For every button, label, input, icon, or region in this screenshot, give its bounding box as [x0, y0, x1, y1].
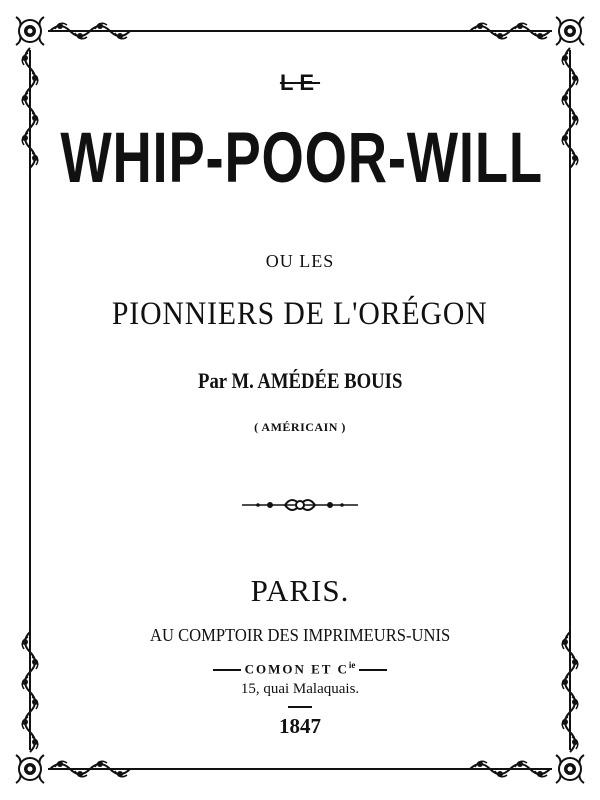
subtitle-connector: OU LES	[265, 251, 335, 271]
publisher-address: 15, quai Malaquais.	[240, 681, 360, 697]
company-superscript: ie	[348, 660, 356, 670]
corner-rosette-icon	[556, 17, 584, 45]
company-name: COMON ET C	[244, 661, 349, 677]
publication-year: 1847	[279, 714, 321, 738]
publisher-company	[0, 657, 600, 677]
dash-left	[213, 669, 241, 671]
book-subtitle: PIONNIERS DE L'ORÉGON	[112, 296, 488, 332]
author-note: ( AMÉRICAIN )	[254, 420, 346, 434]
corner-rosette-icon	[556, 755, 584, 783]
corner-rosette-icon	[16, 17, 44, 45]
series-label: LE	[279, 70, 321, 95]
center-fleuron-ornament	[240, 494, 360, 516]
corner-rosette-icon	[16, 755, 44, 783]
publisher-name: AU COMPTOIR DES IMPRIMEURS-UNIS	[149, 625, 451, 645]
dash-right	[359, 669, 387, 671]
separator-rule	[288, 706, 312, 708]
author-line: Par M. AMÉDÉE BOUIS	[197, 368, 403, 393]
book-title: WHIP-POOR-WILL	[60, 118, 543, 198]
publication-city: PARIS.	[250, 573, 350, 608]
